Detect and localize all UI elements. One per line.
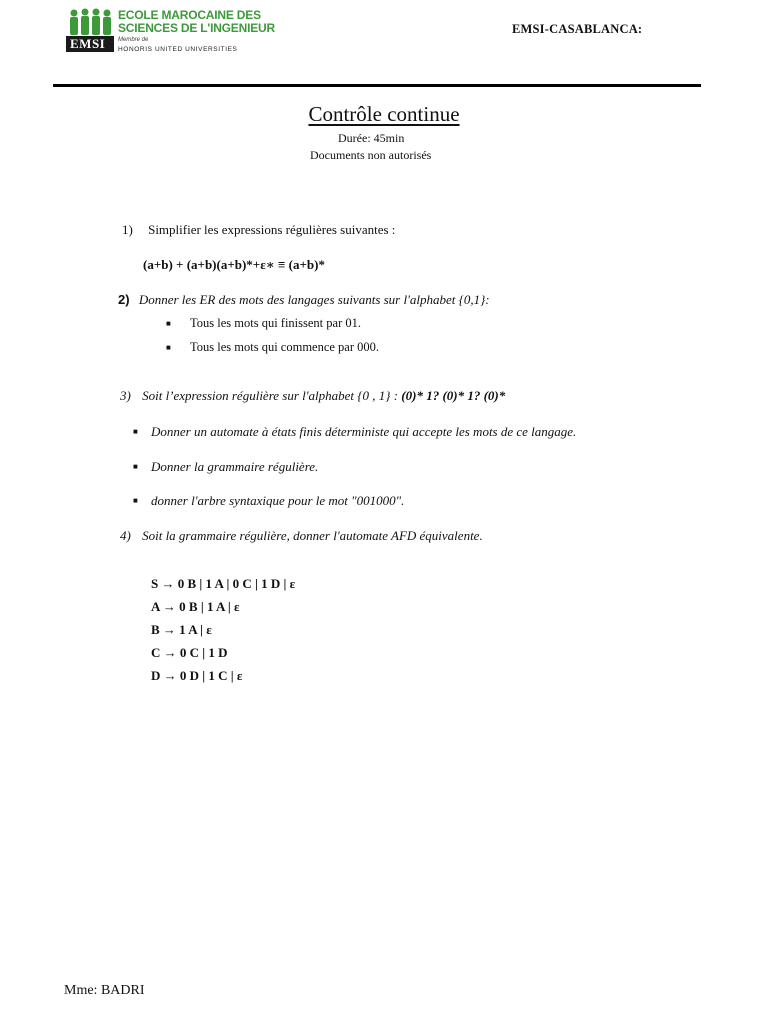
- duration: Durée: 45min: [338, 131, 405, 145]
- grammar-rule: S → 0 B | 1 A | 0 C | 1 D | ε: [151, 576, 296, 591]
- grammar-rule: A → 0 B | 1 A | ε: [151, 599, 240, 614]
- question-1-expression: (a+b) + (a+b)(a+b)*+ε∗ ≡ (a+b)*: [143, 257, 325, 272]
- honoris-text: HONORIS UNITED UNIVERSITIES: [118, 46, 238, 53]
- grammar-rule: B → 1 A | ε: [151, 622, 212, 637]
- question-2: [118, 292, 490, 308]
- square-bullet-icon: ■: [133, 427, 138, 436]
- question-2-text: Donner les ER des mots des langages suivants sur l'alphabet {0,1}:: [138, 292, 490, 307]
- logo-acronym: EMSI: [70, 36, 106, 51]
- grammar-rule: D → 0 D | 1 C | ε: [151, 668, 243, 683]
- question-3-expression: (0)* 1? (0)* 1? (0)*: [401, 388, 506, 403]
- campus-label: EMSI-CASABLANCA:: [512, 22, 643, 36]
- header-rule: [53, 84, 701, 87]
- question-1-text: Simplifier les expressions régulières suivantes :: [148, 222, 396, 237]
- page-title: [0, 102, 768, 127]
- question-2-item: Tous les mots qui commence par 000.: [190, 340, 380, 354]
- question-3-number: 3): [120, 388, 131, 403]
- school-logo: [66, 8, 276, 54]
- title-text: Contrôle continue: [308, 102, 460, 126]
- member-text: Membre de: [118, 37, 149, 43]
- square-bullet-icon: ■: [166, 343, 171, 352]
- question-4: [120, 528, 483, 544]
- square-bullet-icon: ■: [166, 319, 171, 328]
- question-2-item: Tous les mots qui finissent par 01.: [190, 316, 361, 330]
- school-name-line2: SCIENCES DE L'INGENIEUR: [118, 20, 275, 35]
- school-name-line1: ECOLE MAROCAINE DES: [118, 8, 261, 22]
- documents-note: Documents non autorisés: [310, 148, 432, 162]
- footer-author: Mme: BADRI: [64, 983, 145, 998]
- question-3-text: Soit l’expression régulière sur l'alphabet {0 , 1} :: [142, 388, 402, 403]
- question-1: [122, 222, 395, 238]
- question-1-number: 1): [122, 222, 133, 237]
- grammar-rule: C → 0 C | 1 D: [151, 645, 228, 660]
- question-3: [120, 388, 505, 404]
- school-name: [118, 9, 275, 34]
- question-3-item: donner l'arbre syntaxique pour le mot "001000".: [151, 493, 405, 508]
- question-3-item: Donner la grammaire régulière.: [151, 459, 319, 474]
- question-2-number: 2): [118, 292, 130, 307]
- question-4-text: Soit la grammaire régulière, donner l'automate AFD équivalente.: [142, 528, 483, 543]
- square-bullet-icon: ■: [133, 462, 138, 471]
- question-4-number: 4): [120, 528, 131, 543]
- square-bullet-icon: ■: [133, 496, 138, 505]
- question-3-item: Donner un automate à états finis déterministe qui accepte les mots de ce langage.: [151, 424, 577, 439]
